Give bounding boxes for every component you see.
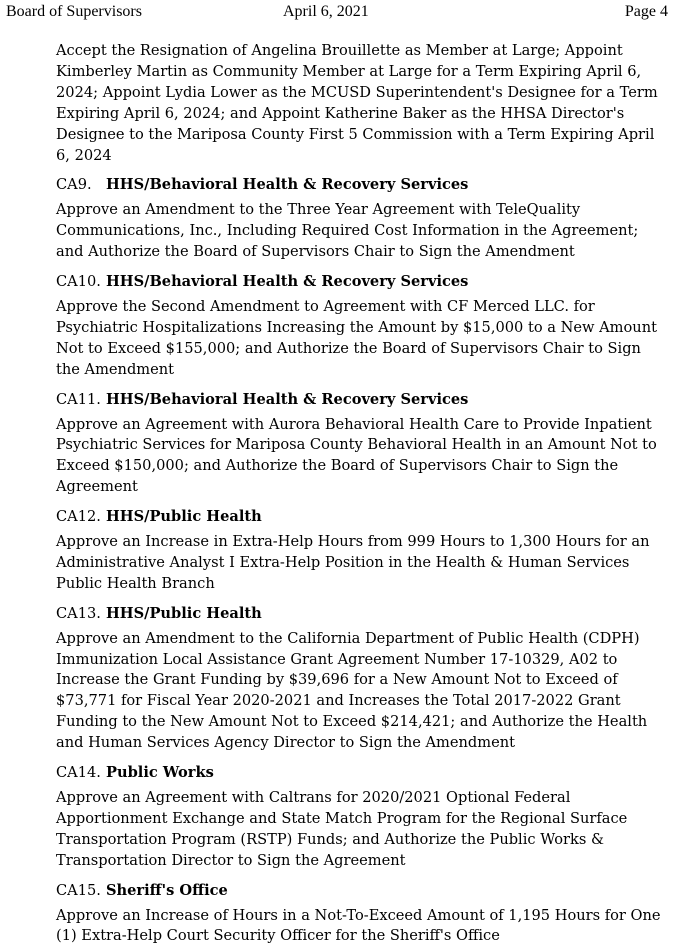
agenda-item-ca10 bbox=[56, 272, 668, 381]
item-number: CA15. bbox=[56, 881, 101, 899]
item-department: HHS/Public Health bbox=[106, 508, 262, 526]
item-heading bbox=[56, 763, 668, 784]
item-department: HHS/Public Health bbox=[106, 604, 262, 622]
item-description: Approve an Increase in Extra-Help Hours from 999 Hours to 1,300 Hours for an Administrative Analyst I Extra-Help Position in the Health & Human Services Public Health Branch bbox=[56, 533, 650, 592]
header-date: April 6, 2021 bbox=[283, 3, 369, 20]
item-heading bbox=[56, 272, 668, 293]
item-description: Approve an Amendment to the California Department of Public Health (CDPH) Immunization Local Assistance Grant Agreement Number 17-10329, A02 to Increase the Grant Funding by $39,696 for a New Amount Not to Exceed of $73,771 for Fiscal Year 2020-2021 and Increases the Total 2017-2022 Grant Funding to the New Amount Not to Exceed $214,421; and Authorize the Health and Human Services Agency Director to Sign the Amendment bbox=[56, 629, 648, 752]
item-heading bbox=[56, 390, 668, 411]
item-department: HHS/Behavioral Health & Recovery Services bbox=[106, 273, 469, 291]
item-heading bbox=[56, 175, 668, 196]
item-description: Approve an Agreement with Caltrans for 2020/2021 Optional Federal Apportionment Exchange and State Match Program for the Regional Surface Transportation Program (RSTP) Funds; and Authorize the Public Works & Transportation Director to Sign the Agreement bbox=[56, 789, 628, 869]
agenda-content bbox=[56, 41, 668, 947]
page-header bbox=[0, 3, 680, 25]
item-number: CA10. bbox=[56, 273, 101, 291]
item-description: Approve the Second Amendment to Agreement with CF Merced LLC. for Psychiatric Hospitalizations Increasing the Amount by $15,000 to a New Amount Not to Exceed $155,000; and Authorize the Board of Supervisors Chair to Sign the Amendment bbox=[56, 297, 657, 378]
agenda-item-ca13 bbox=[56, 604, 668, 754]
item-number: CA9. bbox=[56, 176, 92, 194]
item-number: CA12. bbox=[56, 508, 101, 526]
agenda-item-ca14 bbox=[56, 763, 668, 872]
item-heading bbox=[56, 604, 668, 625]
item-description: Approve an Amendment to the Three Year Agreement with TeleQuality Communications, Inc., Including Required Cost Information in the Agreement; and Authorize the Board of Supervisors Chair to Sign the Amendment bbox=[56, 201, 639, 261]
agenda-item-ca15 bbox=[56, 881, 668, 947]
item-number: CA13. bbox=[56, 604, 101, 622]
item-department: Public Works bbox=[106, 764, 214, 782]
item-department: Sheriff's Office bbox=[106, 881, 228, 899]
item-number: CA14. bbox=[56, 764, 101, 782]
intro-paragraph: Accept the Resignation of Angelina Brouillette as Member at Large; Appoint Kimberley Martin as Community Member at Large for a Term Expiring April 6, 2024; Appoint Lydia Lower as the MCUSD Superintendent's Designee for a Term Expiring April 6, 2024; and Appoint Katherine Baker as the HHSA Director's Designee to the Mariposa County First 5 Commission with a Term Expiring April 6, 2024 bbox=[56, 42, 658, 164]
header-board-title: Board of Supervisors bbox=[6, 3, 142, 20]
item-description: Approve an Increase of Hours in a Not-To-Exceed Amount of 1,195 Hours for One (1) Extra-Help Court Security Officer for the Sheriff's Office bbox=[56, 906, 661, 945]
item-heading bbox=[56, 507, 668, 528]
item-heading bbox=[56, 881, 668, 902]
item-number: CA11. bbox=[56, 390, 101, 408]
item-description: Approve an Agreement with Aurora Behavioral Health Care to Provide Inpatient Psychiatric Services for Mariposa County Behavioral Health in an Amount Not to Exceed $150,000; and Authorize the Board of Supervisors Chair to Sign the Agreement bbox=[56, 415, 657, 496]
item-department: HHS/Behavioral Health & Recovery Services bbox=[106, 176, 469, 194]
agenda-item-ca11 bbox=[56, 390, 668, 499]
agenda-item-ca9 bbox=[56, 175, 668, 263]
header-page-number: Page 4 bbox=[624, 3, 668, 20]
item-department: HHS/Behavioral Health & Recovery Services bbox=[106, 390, 469, 408]
agenda-item-ca12 bbox=[56, 507, 668, 595]
